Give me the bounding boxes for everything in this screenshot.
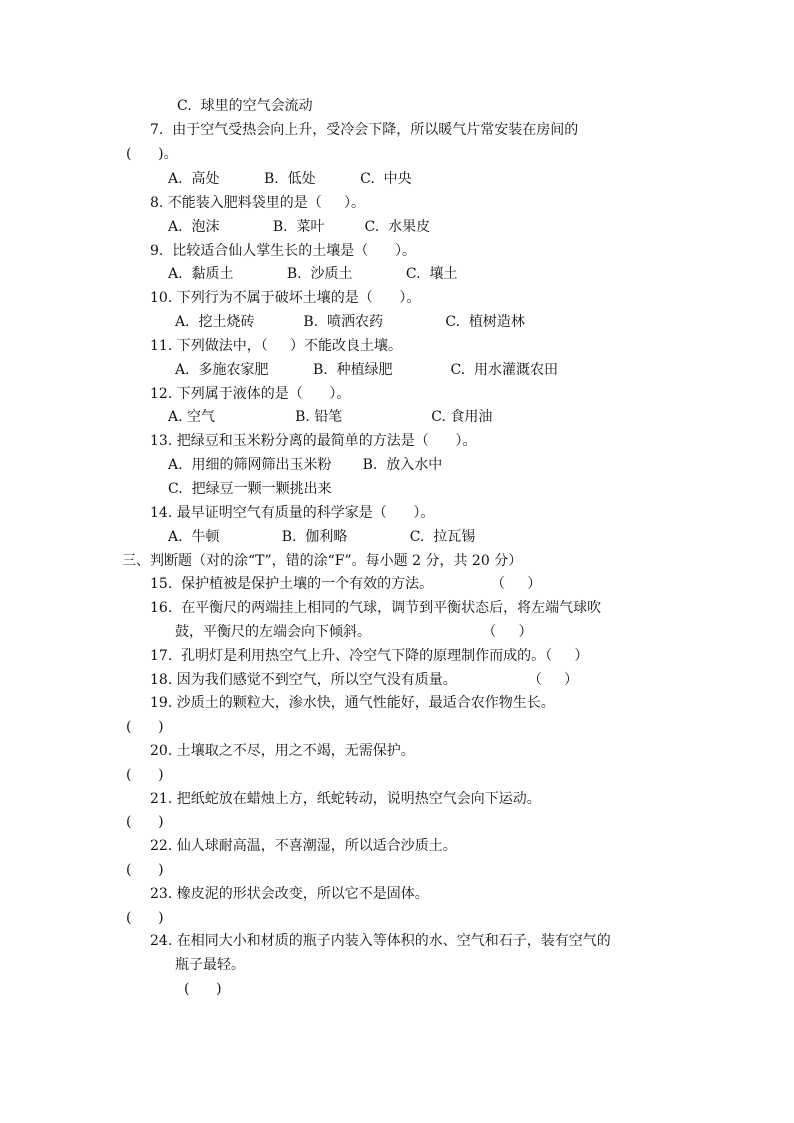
- q22-answer-blank: ( ): [126, 862, 164, 878]
- q19-stem: 19. 沙质土的颗粒大，渗水快，通气性能好，最适合农作物生长。: [150, 695, 555, 711]
- section-3-heading: 三、判断题（对的涂“T”，错的涂“F”。每小题 2 分，共 20 分）: [122, 553, 523, 569]
- q22-stem: 22. 仙人球耐高温，不喜潮湿，所以适合沙质土。: [150, 838, 457, 854]
- q7-options: A. 高处 B. 低处 C. 中央: [168, 171, 412, 187]
- q10-options: A. 挖土烧砖 B. 喷洒农药 C. 植树造林: [175, 314, 525, 330]
- q6-option-c: C. 球里的空气会流动: [177, 98, 313, 114]
- q24-answer-blank: ( ): [184, 981, 222, 997]
- q23-stem: 23. 橡皮泥的形状会改变，所以它不是固体。: [150, 886, 429, 902]
- q13-option-c: C. 把绿豆一颗一颗挑出来: [168, 481, 332, 497]
- q20-stem: 20. 土壤取之不尽，用之不竭，无需保护。: [150, 743, 415, 759]
- q9-options: A. 黏质土 B. 沙质土 C. 壤土: [168, 266, 458, 282]
- q16-stem-cont: 鼓，平衡尺的左端会向下倾斜。 （ ）: [175, 624, 533, 640]
- q18-stem: 18. 因为我们感觉不到空气，所以空气没有质量。 （ ）: [150, 672, 579, 688]
- q11-stem: 11. 下列做法中，（ ）不能改良土壤。: [150, 338, 402, 354]
- q16-stem: 16. 在平衡尺的两端挂上相同的气球，调节到平衡状态后，将左端气球吹: [150, 600, 602, 616]
- q14-stem: 14. 最早证明空气有质量的科学家是（ ）。: [150, 505, 435, 521]
- q15-stem: 15. 保护植被是保护土壤的一个有效的方法。 （ ）: [150, 576, 542, 592]
- q7-stem: 7. 由于空气受热会向上升，受冷会下降，所以暖气片常安装在房间的: [150, 122, 579, 138]
- q13-stem: 13. 把绿豆和玉米粉分离的最简单的方法是（ ）。: [150, 433, 477, 449]
- q24-stem: 24. 在相同大小和材质的瓶子内装入等体积的水、空气和石子，装有空气的: [150, 933, 611, 949]
- q7-answer-blank: ( )。: [126, 146, 178, 162]
- q17-stem: 17. 孔明灯是利用热空气上升、冷空气下降的原理制作而成的。（ ）: [150, 648, 589, 664]
- q23-answer-blank: ( ): [126, 910, 164, 926]
- q20-answer-blank: ( ): [126, 767, 164, 783]
- q8-stem: 8. 不能装入肥料袋里的是（ ）。: [150, 195, 366, 211]
- q9-stem: 9. 比较适合仙人掌生长的土壤是（ ）。: [150, 243, 416, 259]
- q11-options: A. 多施农家肥 B. 种植绿肥 C. 用水灌溉农田: [175, 362, 559, 378]
- q21-stem: 21. 把纸蛇放在蜡烛上方，纸蛇转动，说明热空气会向下运动。: [150, 791, 541, 807]
- q8-options: A. 泡沫 B. 菜叶 C. 水果皮: [168, 219, 431, 235]
- q24-stem-cont: 瓶子最轻。: [175, 957, 245, 973]
- q10-stem: 10. 下列行为不属于破坏土壤的是（ ）。: [150, 290, 421, 306]
- q12-stem: 12. 下列属于液体的是（ ）。: [150, 386, 351, 402]
- q14-options: A. 牛顿 B. 伽利略 C. 拉瓦锡: [168, 529, 476, 545]
- q19-answer-blank: ( ): [126, 719, 164, 735]
- q21-answer-blank: ( ): [126, 814, 164, 830]
- q13-options-ab: A. 用细的筛网筛出玉米粉 B. 放入水中: [168, 457, 443, 473]
- q12-options: A. 空气 B. 铅笔 C. 食用油: [168, 409, 493, 425]
